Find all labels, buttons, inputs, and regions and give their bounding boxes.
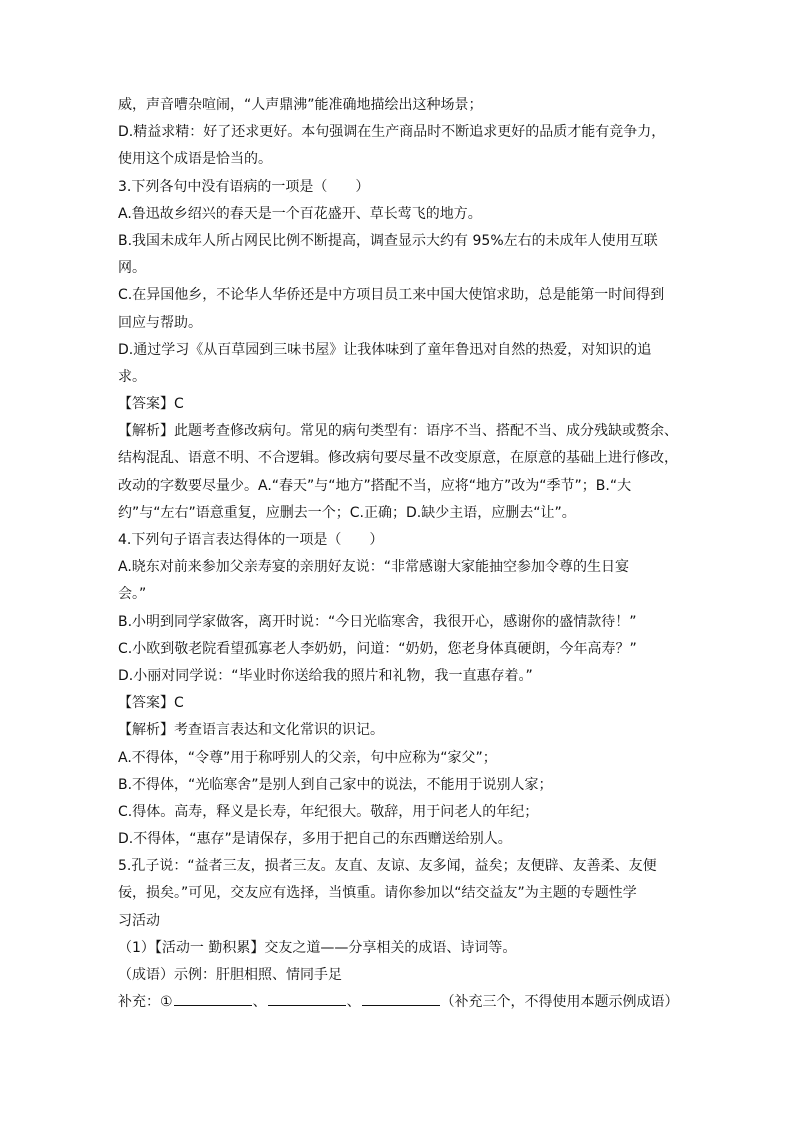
analysis-line: 结构混乱、语意不明、不合逻辑。修改病句要尽量不改变原意，在原意的基础上进行修改， xyxy=(118,450,678,467)
fill-separator: 、 xyxy=(252,994,267,1011)
option-line: C.小欧到敬老院看望孤寡老人李奶奶，问道：“奶奶，您老身体真硬朗，今年高寿？” xyxy=(118,640,637,657)
text-line: 威，声音嘈杂喧闹，“人声鼎沸”能准确地描绘出这种场景； xyxy=(118,97,483,113)
option-line: A.鲁迅故乡绍兴的春天是一个百花盛开、草长莺飞的地方。 xyxy=(118,205,482,222)
text-line: D.精益求精：好了还求更好。本句强调在生产商品时不断追求更好的品质才能有竞争力， xyxy=(118,124,666,141)
analysis-line: 【解析】考查语言表达和文化常识的识记。 xyxy=(118,722,384,739)
analysis-line: 改动的字数要尽量少。A.“春天”与“地方”搭配不当，应将“地方”改为“季节”；B.“大 xyxy=(118,477,632,494)
answer-line: 【答案】C xyxy=(118,396,184,413)
option-line: 会。” xyxy=(118,586,147,603)
question-4-stem: 4.下列句子语言表达得体的一项是（ ） xyxy=(118,532,384,548)
analysis-line: D.不得体，“惠存”是请保存，多用于把自己的东西赠送给别人。 xyxy=(118,831,512,848)
activity-line: （1）【活动一 勤积累】交友之道——分享相关的成语、诗词等。 xyxy=(118,939,517,956)
fill-prefix: 补充：① xyxy=(118,994,173,1011)
option-line: A.晓东对前来参加父亲寿宴的亲朋好友说：“非常感谢大家能抽空参加令尊的生日宴 xyxy=(118,559,630,576)
answer-blank-1[interactable] xyxy=(174,991,252,1006)
option-line: 回应与帮助。 xyxy=(118,314,202,331)
fill-separator: 、 xyxy=(346,994,361,1011)
analysis-line: 约”与“左右”语意重复，应删去一个；C.正确；D.缺少主语，应删去“让”。 xyxy=(118,504,576,521)
answer-line: 【答案】C xyxy=(118,695,184,712)
option-line: 求。 xyxy=(118,368,146,385)
question-5-stem: 5.孔子说：“益者三友，损者三友。友直、友谅、友多闻，益矣；友便辟、友善柔、友便 xyxy=(118,858,657,875)
question-3-stem: 3.下列各句中没有语病的一项是（ ） xyxy=(118,178,370,195)
text-line: 使用这个成语是恰当的。 xyxy=(118,151,272,168)
option-line: D.小丽对同学说：“毕业时你送给我的照片和礼物，我一直惠存着。” xyxy=(118,667,533,684)
question-5-stem: 习活动 xyxy=(118,912,160,929)
option-line: B.小明到同学家做客，离开时说：“今日光临寒舍，我很开心，感谢你的盛情款待！” xyxy=(118,613,637,630)
example-line: （成语）示例：肝胆相照、情同手足 xyxy=(118,967,342,983)
option-line: 网。 xyxy=(118,260,146,277)
analysis-line: B.不得体，“光临寒舍”是别人到自己家中的说法，不能用于说别人家； xyxy=(118,776,553,793)
analysis-line: 【解析】此题考查修改病句。常见的病句类型有：语序不当、搭配不当、成分残缺或赘余、 xyxy=(118,423,678,440)
option-line: B.我国未成年人所占网民比例不断提高，调查显示大约有 95%左右的未成年人使用互联 xyxy=(118,232,658,249)
question-5-stem: 佞，损矣。”可见，交友应有选择，当慎重。请你参加以“结交益友”为主题的专题性学 xyxy=(118,885,637,902)
fill-suffix: （补充三个，不得使用本题示例成语） xyxy=(440,994,679,1011)
analysis-line: A.不得体，“令尊”用于称呼别人的父亲，句中应称为“家父”； xyxy=(118,749,497,766)
answer-blank-2[interactable] xyxy=(268,991,346,1006)
fill-in-line xyxy=(118,989,684,1016)
option-line: C.在异国他乡，不论华人华侨还是中方项目员工来中国大使馆求助，总是能第一时间得到 xyxy=(118,287,665,304)
answer-blank-3[interactable] xyxy=(362,991,440,1006)
option-line: D.通过学习《从百草园到三味书屋》让我体味到了童年鲁迅对自然的热爱，对知识的追 xyxy=(118,341,652,358)
document-page xyxy=(118,92,684,1016)
analysis-line: C.得体。高寿，释义是长寿，年纪很大。敬辞，用于问老人的年纪； xyxy=(118,803,539,820)
